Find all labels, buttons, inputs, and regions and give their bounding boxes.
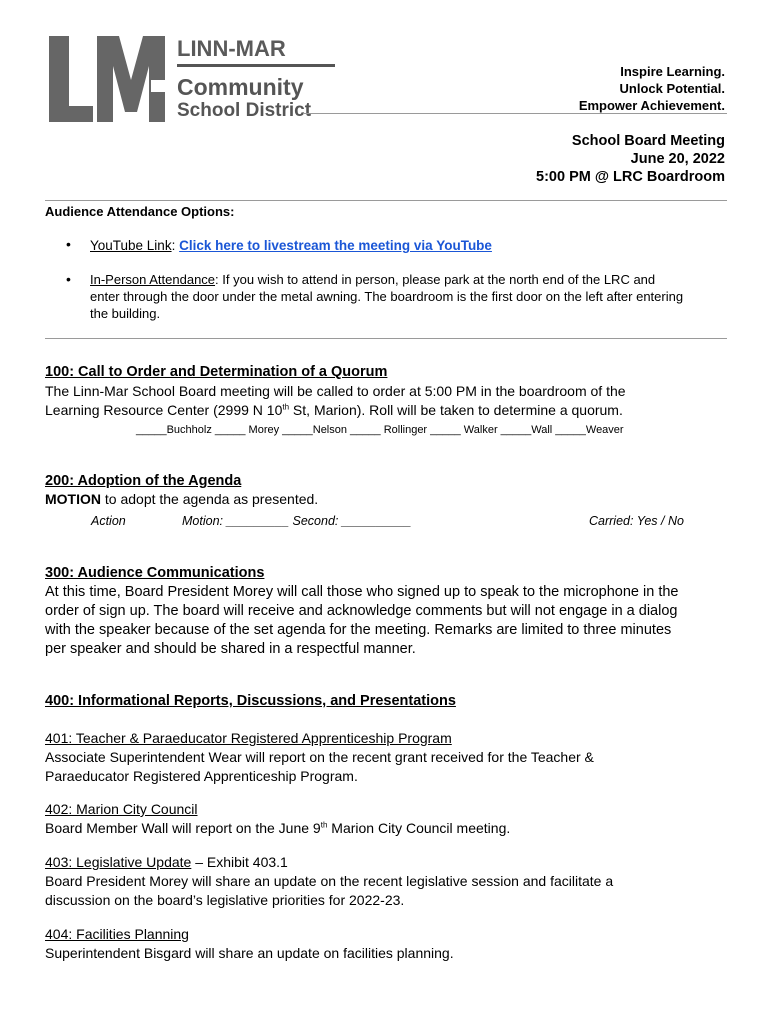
section-300-text bbox=[45, 583, 679, 659]
item-404 bbox=[45, 925, 454, 963]
tagline-line: Inspire Learning. bbox=[620, 64, 725, 79]
meeting-time-place: 5:00 PM @ LRC Boardroom bbox=[536, 169, 725, 185]
district-logo bbox=[47, 36, 312, 122]
tagline-line: Unlock Potential. bbox=[619, 81, 725, 96]
logo-line-linn-mar: LINN-MAR bbox=[177, 36, 286, 61]
youtube-sep: : bbox=[171, 238, 180, 253]
meeting-info bbox=[536, 132, 725, 186]
item-403-text: Board President Morey will share an update on the recent legislative session and facilitate a bbox=[45, 873, 614, 889]
inperson-label: In-Person Attendance bbox=[90, 272, 216, 287]
logo-divider bbox=[177, 64, 335, 67]
section-200-heading: 200: Adoption of the Agenda bbox=[45, 473, 242, 489]
section-rule bbox=[45, 200, 727, 201]
section-300-line: At this time, Board President Morey will call those who signed up to speak to the microphone in the bbox=[45, 584, 679, 600]
motion-label: MOTION bbox=[45, 491, 101, 507]
section-100-line: St, Marion). Roll will be taken to determine a quorum. bbox=[289, 402, 623, 418]
youtube-livestream-link[interactable]: Click here to livestream the meeting via YouTube bbox=[179, 238, 492, 253]
inperson-text: enter through the door under the metal awning. The boardroom is the first door on the left after entering bbox=[90, 289, 684, 304]
bullet-icon: • bbox=[66, 271, 71, 287]
roll-call-line: _____Buchholz _____ Morey _____Nelson _____ Rollinger _____ Walker _____Wall _____Weaver bbox=[136, 424, 624, 436]
youtube-label: YouTube Link bbox=[90, 238, 172, 253]
superscript: th bbox=[320, 820, 328, 830]
action-label: Action bbox=[91, 514, 126, 528]
meeting-title: School Board Meeting bbox=[571, 133, 725, 149]
section-300-line: per speaker and should be shared in a respectful manner. bbox=[45, 641, 416, 657]
superscript: th bbox=[282, 402, 290, 412]
item-403 bbox=[45, 853, 613, 910]
tagline-line: Empower Achievement. bbox=[578, 98, 725, 113]
item-403-exhibit: – Exhibit 403.1 bbox=[191, 854, 288, 870]
motion-line bbox=[45, 490, 318, 509]
carried-label: Carried: Yes / No bbox=[589, 514, 684, 528]
bullet-icon: • bbox=[66, 236, 71, 252]
item-402-title: 402: Marion City Council bbox=[45, 801, 198, 817]
item-401-title: 401: Teacher & Paraeducator Registered Apprenticeship Program bbox=[45, 730, 452, 746]
section-100-line: The Linn-Mar School Board meeting will be called to order at 5:00 PM in the boardroom of the bbox=[45, 383, 626, 399]
item-401-text: Associate Superintendent Wear will report on the recent grant received for the Teacher & bbox=[45, 749, 594, 765]
youtube-line bbox=[90, 236, 492, 255]
section-300-line: order of sign up. The board will receive and acknowledge comments but will not engage in a dialog bbox=[45, 603, 678, 619]
item-403-text: discussion on the board’s legislative priorities for 2022-23. bbox=[45, 892, 405, 908]
header-rule bbox=[303, 113, 727, 114]
logo-line-community: Community bbox=[177, 74, 304, 100]
meeting-date: June 20, 2022 bbox=[630, 151, 725, 167]
item-404-title: 404: Facilities Planning bbox=[45, 926, 189, 942]
section-300-line: with the speaker because of the set agenda for the meeting. Remarks are limited to three minutes bbox=[45, 622, 672, 638]
section-100-line: Learning Resource Center (2999 N 10 bbox=[45, 402, 283, 418]
section-100-text bbox=[45, 382, 626, 420]
item-402 bbox=[45, 800, 510, 838]
item-402-text: Board Member Wall will report on the June 9 bbox=[45, 820, 321, 836]
inperson-text: : If you wish to attend in person, please park at the north end of the LRC and bbox=[215, 272, 656, 287]
section-400-heading: 400: Informational Reports, Discussions, and Presentations bbox=[45, 693, 456, 709]
motion-text: to adopt the agenda as presented. bbox=[101, 491, 319, 507]
item-404-text: Superintendent Bisgard will share an update on facilities planning. bbox=[45, 945, 454, 961]
section-rule bbox=[45, 338, 727, 339]
motion-second-blanks: Motion: _________ Second: __________ bbox=[182, 514, 412, 528]
section-100-heading: 100: Call to Order and Determination of a Quorum bbox=[45, 364, 388, 380]
item-401-text: Paraeducator Registered Apprenticeship Program. bbox=[45, 768, 358, 784]
item-401 bbox=[45, 729, 594, 786]
item-402-text: Marion City Council meeting. bbox=[327, 820, 511, 836]
inperson-text: the building. bbox=[90, 306, 161, 321]
logo-line-school-district: School District bbox=[177, 100, 312, 121]
lm-logo-mark-icon bbox=[47, 36, 175, 122]
item-403-title: 403: Legislative Update bbox=[45, 854, 192, 870]
attendance-heading: Audience Attendance Options: bbox=[45, 204, 235, 219]
inperson-paragraph bbox=[90, 271, 683, 322]
tagline bbox=[579, 63, 725, 114]
section-300-heading: 300: Audience Communications bbox=[45, 565, 265, 581]
